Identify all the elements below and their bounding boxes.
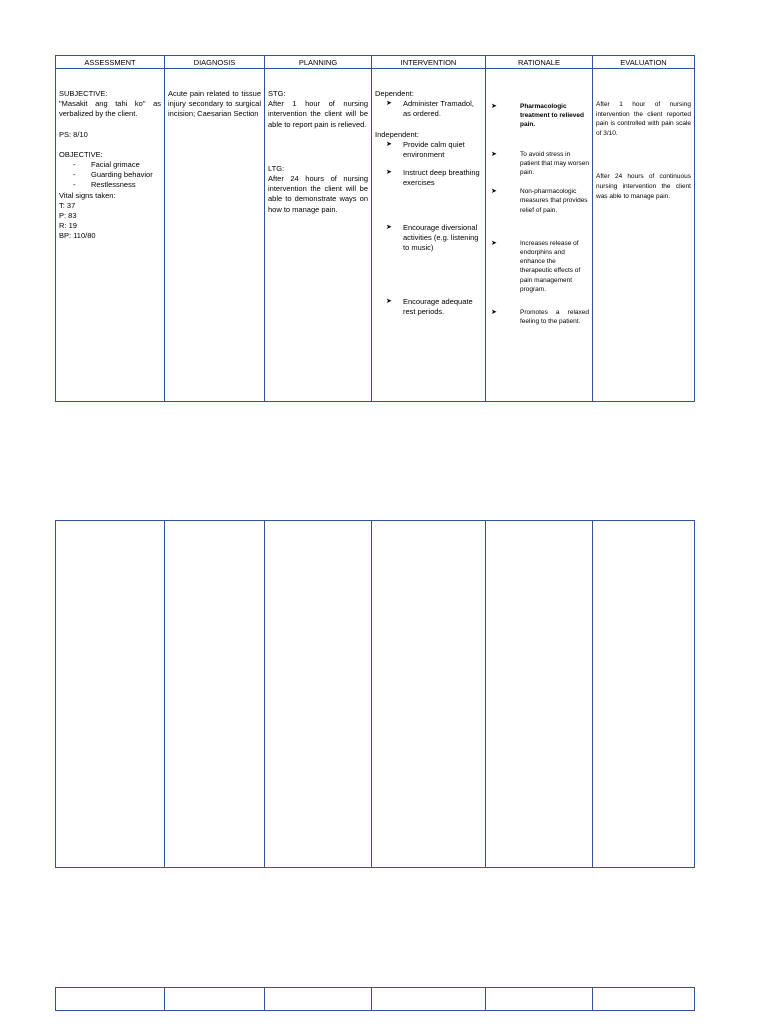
objective-item: - Guarding behavior — [73, 170, 161, 180]
arrow-bullet-icon: ➤ — [491, 103, 497, 110]
independent-list — [375, 140, 482, 318]
empty-cell — [265, 521, 372, 868]
empty-cell — [165, 521, 265, 868]
arrow-bullet-icon: ➤ — [491, 150, 497, 158]
header-assessment: ASSESSMENT — [56, 56, 165, 69]
empty-cell — [593, 988, 695, 1011]
dependent-item: ➤ Administer Tramadol, as ordered. — [386, 99, 474, 119]
ltg-label: LTG: — [268, 163, 285, 173]
rationale-item: ➤ Pharmacologic treatment to relieved pain. — [491, 103, 584, 129]
rationale-list — [489, 102, 589, 326]
header-row — [56, 56, 695, 69]
stg-text: After 1 hour of nursing intervention the client will be able to report pain is relieved. — [268, 99, 368, 129]
diagnosis-cell — [165, 69, 265, 402]
empty-row — [56, 988, 695, 1011]
independent-item: ➤ Instruct deep breathing exercises — [386, 168, 480, 188]
evaluation-stg: After 1 hour of nursing intervention the client reported pain is controlled with pain scale of 3/10. — [596, 101, 691, 137]
arrow-bullet-icon: ➤ — [491, 188, 497, 196]
vital-blood-pressure: BP: 110/80 — [59, 231, 96, 241]
independent-item: ➤ Encourage diversional activities (e.g. listening to music) — [386, 222, 479, 253]
evaluation-cell — [593, 69, 695, 402]
vital-temperature: T: 37 — [59, 200, 76, 210]
empty-cell — [56, 988, 165, 1011]
pain-scale: PS: 8/10 — [59, 129, 88, 139]
empty-row — [56, 521, 695, 868]
header-evaluation: EVALUATION — [593, 56, 695, 69]
empty-cell — [593, 521, 695, 868]
rationale-item: ➤ Non-pharmacologic measures that provides relief of pain. — [491, 188, 588, 214]
dependent-label: Dependent: — [375, 89, 414, 98]
empty-care-plan-table — [55, 520, 695, 868]
empty-cell — [165, 988, 265, 1011]
independent-item: ➤ Encourage adequate rest periods. — [386, 297, 473, 317]
objective-label: OBJECTIVE: — [59, 149, 103, 159]
header-intervention: INTERVENTION — [372, 56, 486, 69]
rationale-item: ➤ Increases release of endorphins and enhance the therapeutic effects of pain management program. — [491, 239, 581, 293]
dependent-list — [375, 99, 482, 119]
empty-cell — [486, 521, 593, 868]
rationale-item: ➤ To avoid stress in patient that may worsen pain. — [491, 150, 590, 177]
arrow-bullet-icon: ➤ — [386, 100, 392, 108]
arrow-bullet-icon: ➤ — [491, 239, 497, 247]
header-planning: PLANNING — [265, 56, 372, 69]
subjective-quote: "Masakit ang tahi ko" as verbalized by the client. — [59, 99, 161, 119]
rationale-cell — [486, 69, 593, 402]
intervention-cell — [372, 69, 486, 402]
independent-label: Independent: — [375, 129, 419, 139]
rationale-item: ➤ Promotes a relaxed feeling to the patient. — [491, 309, 589, 326]
diagnosis-text: Acute pain related to tissue injury secondary to surgical incision; Caesarian Section — [168, 89, 261, 119]
empty-cell — [372, 521, 486, 868]
stg-label: STG: — [268, 89, 286, 98]
nursing-care-plan-table — [55, 55, 695, 402]
vital-respiration: R: 19 — [59, 221, 77, 231]
arrow-bullet-icon: ➤ — [386, 298, 392, 306]
header-diagnosis: DIAGNOSIS — [165, 56, 265, 69]
header-rationale: RATIONALE — [486, 56, 593, 69]
objective-item: - Facial grimace — [73, 160, 161, 170]
independent-item: ➤ Provide calm quiet environment — [386, 139, 465, 160]
subjective-label: SUBJECTIVE: — [59, 89, 108, 98]
partial-care-plan-table — [55, 987, 695, 1011]
objective-item: - Restlessness — [73, 180, 161, 190]
assessment-cell — [56, 69, 165, 402]
evaluation-ltg: After 24 hours of continuous nursing intervention the client was able to manage pain. — [596, 173, 691, 200]
empty-cell — [372, 988, 486, 1011]
vital-pulse: P: 83 — [59, 211, 77, 221]
objective-list — [59, 160, 161, 191]
empty-cell — [265, 988, 372, 1011]
arrow-bullet-icon: ➤ — [386, 140, 392, 148]
arrow-bullet-icon: ➤ — [386, 223, 392, 231]
care-plan-row — [56, 69, 695, 402]
vitals-label: Vital signs taken: — [59, 190, 116, 200]
empty-cell — [56, 521, 165, 868]
empty-cell — [486, 988, 593, 1011]
arrow-bullet-icon: ➤ — [386, 169, 392, 177]
planning-cell — [265, 69, 372, 402]
arrow-bullet-icon: ➤ — [491, 309, 497, 317]
ltg-text: After 24 hours of nursing intervention the client will be able to demonstrate ways on how to manage pain. — [268, 174, 368, 214]
